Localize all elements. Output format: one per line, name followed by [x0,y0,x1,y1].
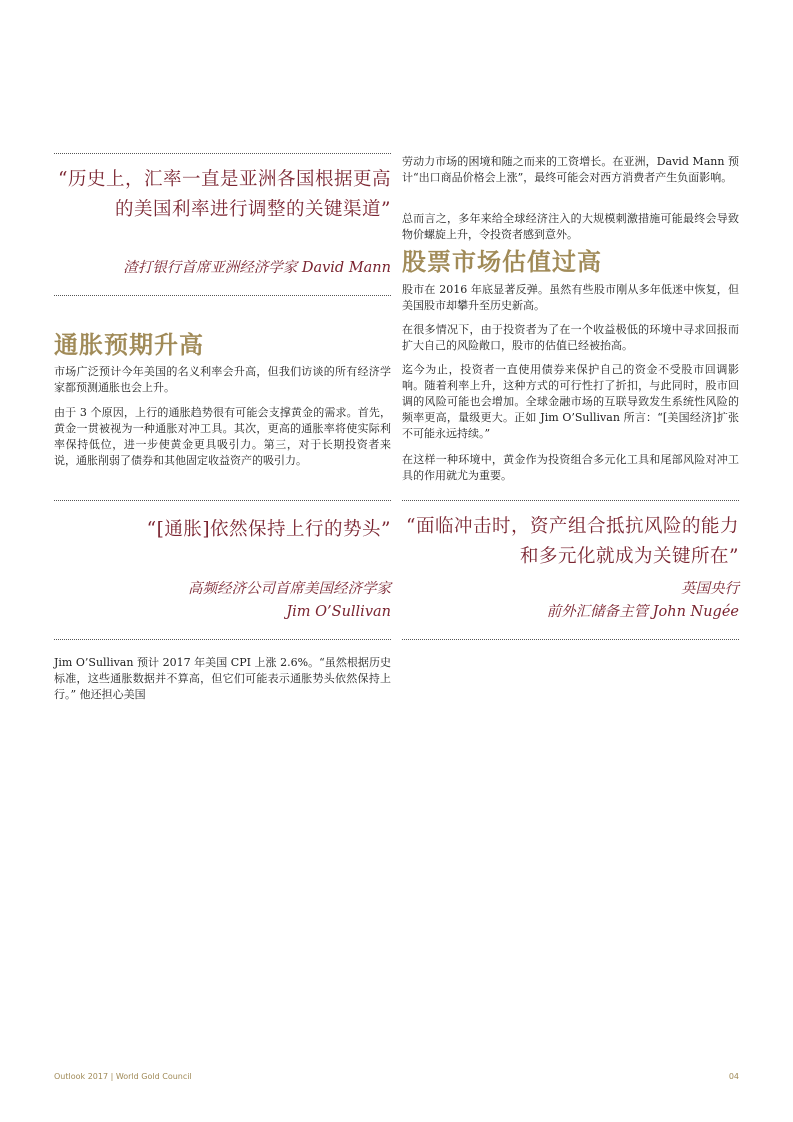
pull-quote-3-attribution-org: 英国央行 [681,581,739,597]
body-paragraph: 股市在 2016 年底显著反弹。虽然有些股市刚从多年低迷中恢复，但美国股市却攀升至历史新高。 [402,283,739,312]
page-number: 04 [728,1072,739,1081]
body-paragraph: 劳动力市场的困境和随之而来的工资增长。在亚洲，David Mann 预计“出口商品价格会上涨”，最终可能会对西方消费者产生负面影响。 [402,155,739,184]
divider-rule [54,153,391,154]
pull-quote-2-attribution-name: Jim O’Sullivan [286,604,391,620]
body-paragraph: 在很多情况下，由于投资者为了在一个收益极低的环境中寻求回报而扩大自己的风险敞口，股市的估值已经被抬高。 [402,323,739,352]
body-paragraph: 市场广泛预计今年美国的名义利率会升高，但我们访谈的所有经济学家都预测通胀也会上升。 [54,365,391,394]
section-heading-inflation: 通胀预期升高 [54,330,204,359]
pull-quote-3-attribution-name: 前外汇储备主管 John Nugée [546,604,739,620]
divider-rule [54,639,391,640]
divider-rule [402,500,739,501]
body-paragraph: 由于 3 个原因，上行的通胀趋势很有可能会支撑黄金的需求。首先，黄金一贯被视为一种通胀对冲工具。其次，更高的通胀率将使实际利率保持低位，进一步使黄金更具吸引力。第三，对于长期投资者来说，通胀削弱了债券和其他固定收益资产的吸引力。 [54,406,391,467]
section-heading-equity: 股票市场估值过高 [402,247,602,276]
pull-quote-2: “[通胀]依然保持上行的势头” [146,519,391,540]
divider-rule [54,295,391,296]
footer-publication: Outlook 2017 | World Gold Council [54,1072,192,1081]
body-paragraph: 总而言之，多年来给全球经济注入的大规模刺激措施可能最终会导致物价螺旋上升，令投资者感到意外。 [402,212,739,241]
pull-quote-1: “历史上，汇率一直是亚洲各国根据更高的美国利率进行调整的关键渠道” [58,169,391,220]
pull-quote-1-attribution: 渣打银行首席亚洲经济学家 David Mann [123,260,391,276]
divider-rule [54,500,391,501]
body-paragraph: 迄今为止，投资者一直使用债券来保护自己的资金不受股市回调影响。随着利率上升，这种方式的可行性打了折扣，与此同时，股市回调的风险可能也会增加。全球金融市场的互联导致发生系统性风险的频率更高，量级更大。正如 Jim O’Sullivan 所言：“[美国经济]扩张不可能永远持续。” [402,363,739,440]
body-paragraph: Jim O’Sullivan 预计 2017 年美国 CPI 上涨 2.6%。“虽然根据历史标准，这些通胀数据并不算高，但它们可能表示通胀势头依然保持上行。” 他还担心美国 [54,656,391,701]
pull-quote-3: “面临冲击时，资产组合抵抗风险的能力和多元化就成为关键所在” [406,516,739,567]
body-paragraph: 在这样一种环境中，黄金作为投资组合多元化工具和尾部风险对冲工具的作用就尤为重要。 [402,453,739,482]
divider-rule [402,639,739,640]
pull-quote-2-attribution-title: 高频经济公司首席美国经济学家 [188,581,391,597]
